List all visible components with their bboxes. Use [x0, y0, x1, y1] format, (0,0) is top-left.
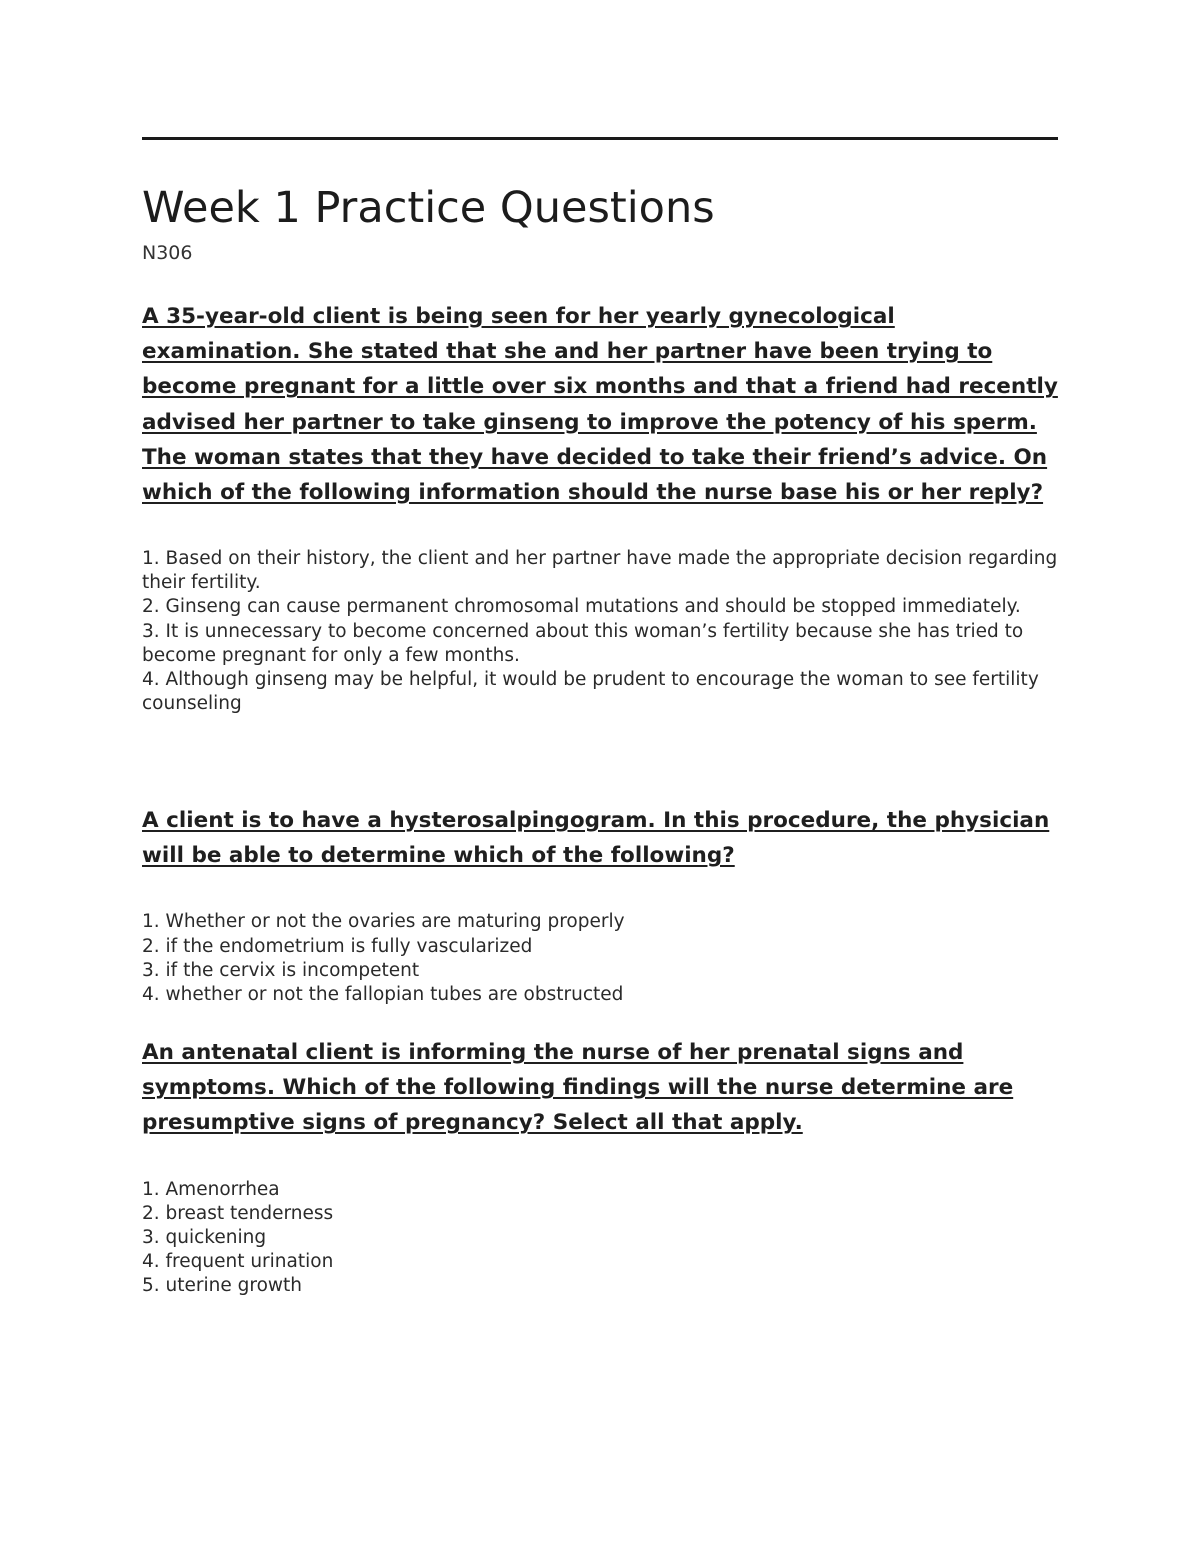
answer-options	[142, 547, 1058, 716]
answer-option: 4. Although ginseng may be helpful, it would be prudent to encourage the woman to see fertility counseling	[142, 668, 1039, 714]
question-3	[142, 1035, 1058, 1298]
question-stem: A client is to have a hysterosalpingogram. In this procedure, the physician will be able to determine which of the following?	[142, 808, 1050, 869]
question-2	[142, 803, 1058, 1007]
answer-option: 2. if the endometrium is fully vascularized	[142, 935, 533, 957]
answer-options	[142, 1178, 1058, 1298]
page-title: Week 1 Practice Questions	[142, 183, 715, 233]
answer-option: 1. Based on their history, the client and her partner have made the appropriate decision regarding their fertility.	[142, 548, 1058, 594]
answer-option: 3. quickening	[142, 1226, 267, 1248]
answer-option: 2. Ginseng can cause permanent chromosomal mutations and should be stopped immediately.	[142, 596, 1021, 618]
answer-option: 3. if the cervix is incompetent	[142, 959, 420, 981]
course-code: N306	[142, 242, 193, 264]
answer-option: 2. breast tenderness	[142, 1202, 334, 1224]
question-1	[142, 299, 1058, 716]
answer-option: 4. frequent urination	[142, 1250, 334, 1272]
answer-option: 4. whether or not the fallopian tubes are obstructed	[142, 983, 624, 1005]
answer-option: 1. Whether or not the ovaries are maturing properly	[142, 911, 625, 933]
answer-options	[142, 910, 1058, 1006]
question-stem: An antenatal client is informing the nurse of her prenatal signs and symptoms. Which of the following findings will the nurse determine are presumptive signs of pregnancy? Select all that apply.	[142, 1040, 1014, 1136]
question-stem: A 35-year-old client is being seen for her yearly gynecological examination. She stated that she and her partner have been trying to become pregnant for a little over six months and that a friend had recently advised her partner to take ginseng to improve the potency of his sperm. The woman states that they have decided to take their friend’s advice. On which of the following information should the nurse base his or her reply?	[142, 304, 1058, 506]
answer-option: 3. It is unnecessary to become concerned about this woman’s fertility because she has tried to become pregnant for only a few months.	[142, 620, 1024, 666]
answer-option: 1. Amenorrhea	[142, 1178, 280, 1200]
answer-option: 5. uterine growth	[142, 1274, 302, 1296]
header-rule	[142, 137, 1058, 140]
